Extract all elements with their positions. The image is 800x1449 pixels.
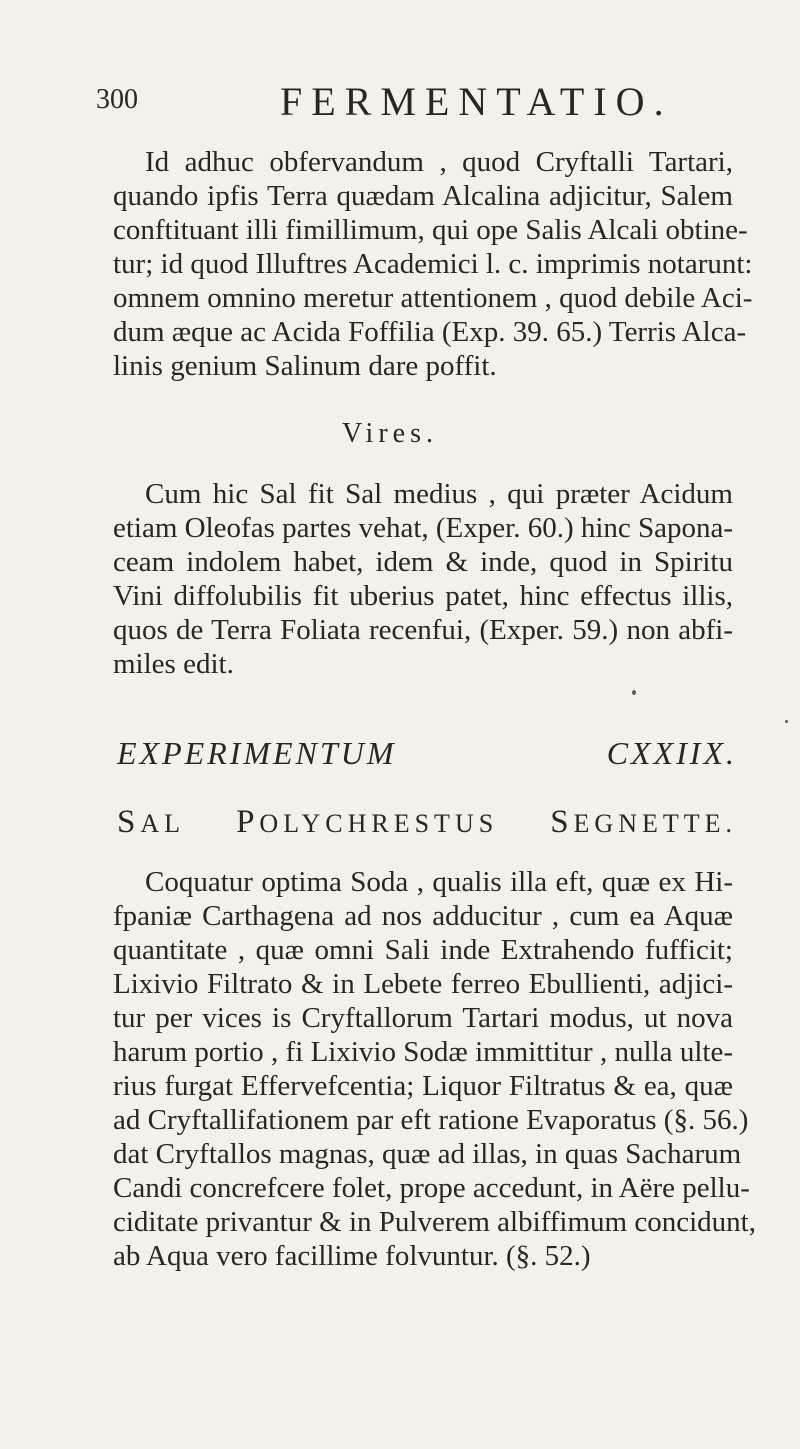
subject-heading: [117, 804, 737, 841]
paragraph1-line: Id adhuc obfervandum , quod Cryftalli Tartari,: [145, 146, 733, 178]
paragraph2-line: etiam Oleofas partes vehat, (Exper. 60.) hinc Sapona-: [113, 512, 734, 544]
paragraph2-line: quos de Terra Foliata recenfui, (Exper. 59.) non abfi-: [113, 614, 733, 646]
paragraph2-line: ceam indolem habet, idem & inde, quod in Spiritu: [113, 546, 733, 578]
page-header: [92, 76, 732, 126]
paragraph3-line: Lixivio Filtrato & in Lebete ferreo Ebullienti, adjici-: [113, 968, 733, 1000]
paragraph1-line: quando ipfis Terra quædam Alcalina adjicitur, Salem: [113, 180, 733, 212]
paragraph1-line: dum æque ac Acida Foffilia (Exp. 39. 65.) Terris Alca-: [113, 316, 747, 348]
paragraph3-line: fpaniæ Carthagena ad nos adducitur , cum ea Aquæ: [113, 900, 733, 932]
section-heading-vires: Vires.: [342, 418, 438, 449]
paragraph3-line: rius furgat Effervefcentia; Liquor Filtratus & ea, quæ: [113, 1070, 733, 1102]
paragraph1-line: conftituant illi fimillimum, qui ope Salis Alcali obtine-: [113, 214, 748, 246]
subject-heading-word: SAL: [117, 804, 185, 840]
paragraph1-line: tur; id quod Illuftres Academici l. c. imprimis notarunt:: [113, 248, 753, 280]
paragraph3-line: Candi concrefcere folet, prope accedunt, in Aëre pellu-: [113, 1172, 750, 1204]
experiment-heading: EXPERIMENTUM CXXIIX.: [117, 735, 737, 771]
paragraph3-line: ab Aqua vero facillime folvuntur. (§. 52.): [113, 1240, 591, 1272]
paragraph3-line: dat Cryftallos magnas, quæ ad illas, in quas Sacharum: [113, 1138, 742, 1170]
paragraph3-line: ad Cryftallifationem par eft ratione Evaporatus (§. 56.): [113, 1104, 749, 1136]
running-head: FERMENTATIO.: [280, 79, 673, 124]
paragraph1-line: omnem omnino meretur attentionem , quod debile Aci-: [113, 282, 753, 314]
subject-heading-word: POLYCHRESTUS: [236, 804, 499, 840]
paragraph3-line: ciditate privantur & in Pulverem albiffimum concidunt,: [113, 1206, 756, 1238]
paragraph3-line: harum portio , fi Lixivio Sodæ immittitur , nulla ulte-: [113, 1036, 733, 1068]
paragraph3-line: quantitate , quæ omni Sali inde Extrahendo fufficit;: [113, 934, 733, 966]
paragraph3-line: Coquatur optima Soda , qualis illa eft, quæ ex Hi-: [145, 866, 733, 898]
paragraph2-line: miles edit.: [113, 648, 234, 680]
subject-heading-word: SEGNETTE.: [550, 804, 738, 840]
paper-speck: [632, 690, 636, 695]
paragraph2-line: Cum hic Sal fit Sal medius , qui præter Acidum: [145, 478, 733, 510]
paragraph3-line: tur per vices is Cryftallorum Tartari modus, ut nova: [113, 1002, 733, 1034]
page-number: 300: [96, 84, 138, 115]
paper-speck: [785, 720, 788, 723]
paragraph1-line: linis genium Salinum dare poffit.: [113, 350, 497, 382]
paragraph2-line: Vini diffolubilis fit uberius patet, hinc effectus illis,: [113, 580, 733, 612]
